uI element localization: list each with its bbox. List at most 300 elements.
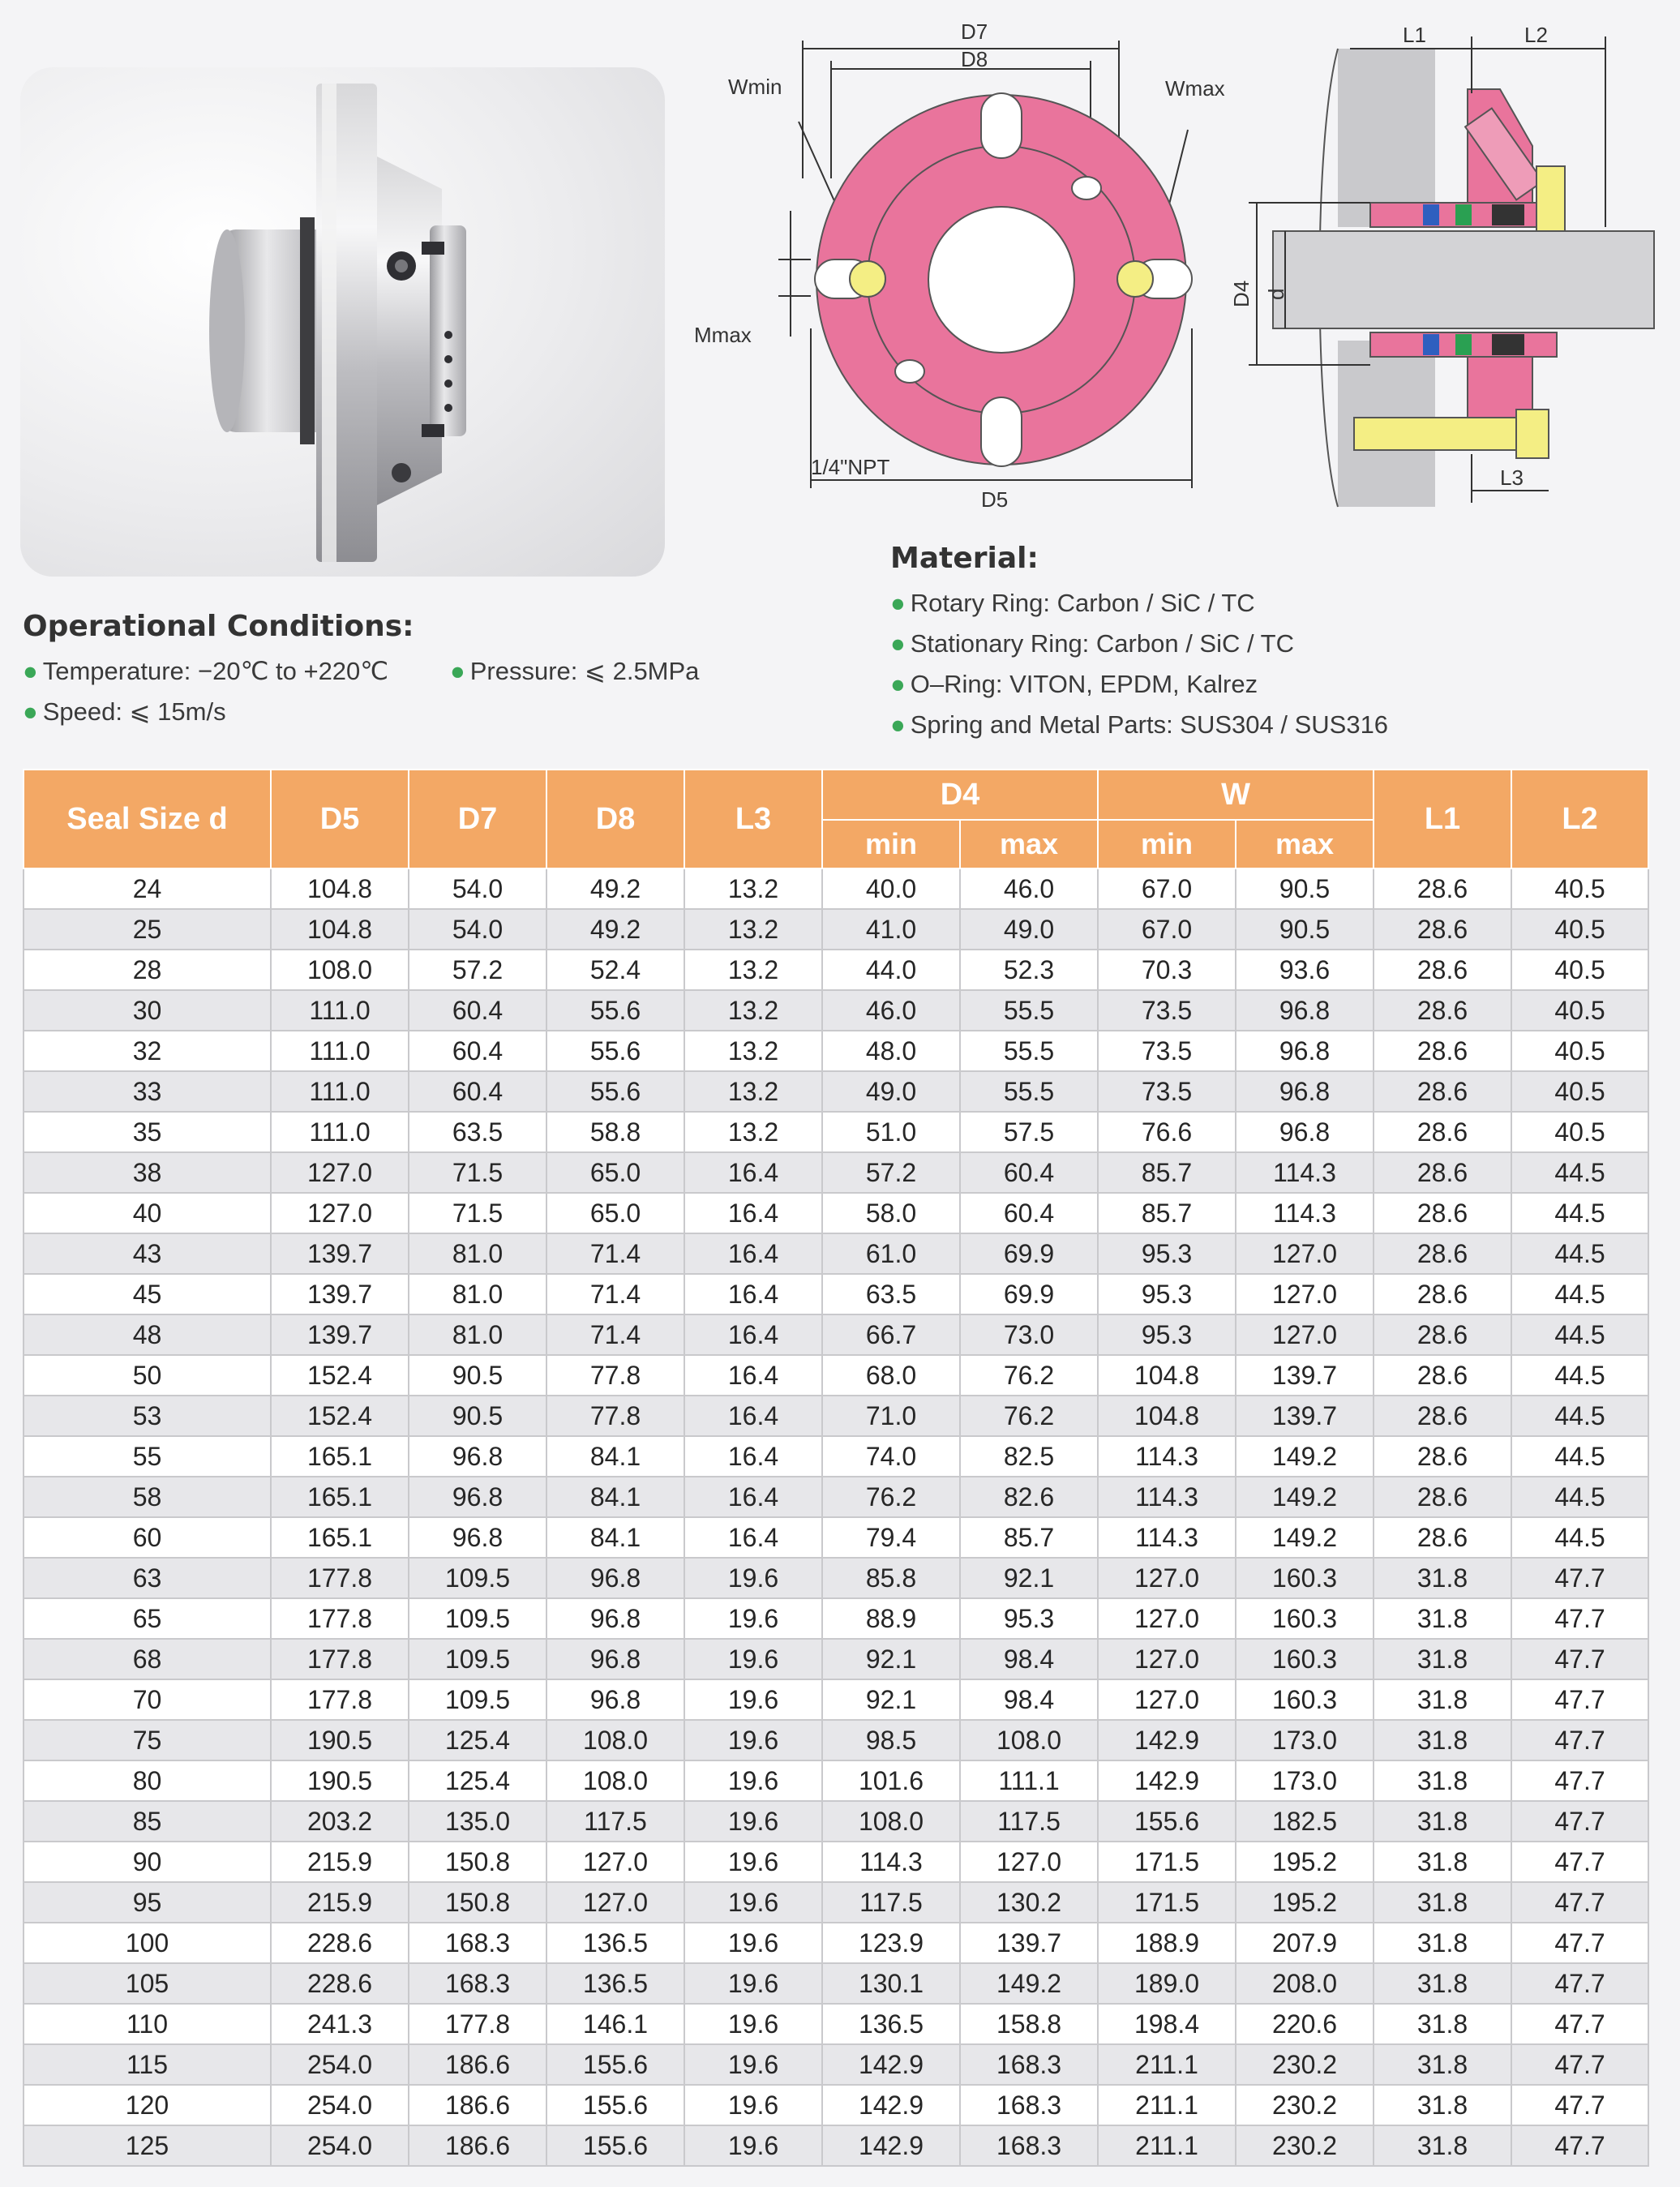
table-cell: 254.0: [271, 2085, 409, 2125]
table-cell: 28.6: [1374, 1314, 1511, 1355]
table-cell: 114.3: [822, 1842, 960, 1882]
label-d7: D7: [961, 19, 988, 44]
table-cell: 16.4: [684, 1517, 822, 1558]
table-cell: 111.1: [960, 1760, 1098, 1801]
table-cell: 65.0: [546, 1152, 684, 1193]
table-cell: 79.4: [822, 1517, 960, 1558]
table-cell: 92.1: [822, 1679, 960, 1720]
bullet-icon: ●: [23, 697, 38, 726]
table-cell: 47.7: [1511, 1801, 1648, 1842]
table-cell: 41.0: [822, 909, 960, 950]
table-cell: 19.6: [684, 1963, 822, 2004]
table-cell: 168.3: [409, 1923, 546, 1963]
table-cell: 28.6: [1374, 1517, 1511, 1558]
table-cell: 104.8: [271, 909, 409, 950]
table-cell: 16.4: [684, 1193, 822, 1233]
table-cell: 160.3: [1236, 1679, 1374, 1720]
table-cell: 60.4: [409, 1071, 546, 1112]
table-cell: 142.9: [822, 2125, 960, 2166]
table-cell: 96.8: [409, 1477, 546, 1517]
table-cell: 158.8: [960, 2004, 1098, 2044]
table-cell: 28.6: [1374, 868, 1511, 909]
table-row: [24, 1436, 1648, 1477]
table-row: [24, 1923, 1648, 1963]
label-d4: D4: [1229, 280, 1254, 307]
table-cell: 125: [24, 2125, 271, 2166]
table-cell: 28.6: [1374, 1355, 1511, 1396]
table-cell: 19.6: [684, 2125, 822, 2166]
table-row: [24, 1152, 1648, 1193]
table-cell: 96.8: [1236, 990, 1374, 1031]
table-cell: 110: [24, 2004, 271, 2044]
table-cell: 47.7: [1511, 1842, 1648, 1882]
front-view-drawing: [681, 16, 1225, 519]
table-cell: 32: [24, 1031, 271, 1071]
table-cell: 69.9: [960, 1233, 1098, 1274]
table-cell: 28.6: [1374, 909, 1511, 950]
table-cell: 149.2: [1236, 1477, 1374, 1517]
bullet-icon: ●: [890, 710, 906, 739]
table-cell: 111.0: [271, 1112, 409, 1152]
table-cell: 127.0: [271, 1193, 409, 1233]
table-cell: 104.8: [1098, 1355, 1236, 1396]
table-cell: 127.0: [546, 1882, 684, 1923]
table-cell: 28.6: [1374, 990, 1511, 1031]
table-cell: 19.6: [684, 1842, 822, 1882]
table-cell: 160.3: [1236, 1639, 1374, 1679]
table-cell: 49.0: [822, 1071, 960, 1112]
table-cell: 230.2: [1236, 2085, 1374, 2125]
table-cell: 198.4: [1098, 2004, 1236, 2044]
table-cell: 207.9: [1236, 1923, 1374, 1963]
table-cell: 125.4: [409, 1760, 546, 1801]
table-cell: 188.9: [1098, 1923, 1236, 1963]
table-cell: 81.0: [409, 1274, 546, 1314]
table-cell: 44.5: [1511, 1477, 1648, 1517]
table-cell: 71.5: [409, 1152, 546, 1193]
table-cell: 16.4: [684, 1233, 822, 1274]
temperature-item: ● Temperature: −20℃ to +220℃: [23, 657, 389, 685]
table-cell: 90.5: [1236, 868, 1374, 909]
table-cell: 28.6: [1374, 1152, 1511, 1193]
table-cell: 57.5: [960, 1112, 1098, 1152]
table-cell: 211.1: [1098, 2125, 1236, 2166]
table-cell: 90.5: [409, 1355, 546, 1396]
table-cell: 90: [24, 1842, 271, 1882]
table-cell: 84.1: [546, 1436, 684, 1477]
table-cell: 28.6: [1374, 1274, 1511, 1314]
table-cell: 31.8: [1374, 2085, 1511, 2125]
table-cell: 47.7: [1511, 1760, 1648, 1801]
table-cell: 31.8: [1374, 1882, 1511, 1923]
table-cell: 73.5: [1098, 1071, 1236, 1112]
table-cell: 117.5: [822, 1882, 960, 1923]
table-row: [24, 1598, 1648, 1639]
table-cell: 139.7: [271, 1314, 409, 1355]
table-cell: 47.7: [1511, 2125, 1648, 2166]
table-cell: 96.8: [1236, 1031, 1374, 1071]
table-cell: 65.0: [546, 1193, 684, 1233]
table-cell: 44.5: [1511, 1436, 1648, 1477]
table-cell: 136.5: [546, 1963, 684, 2004]
table-cell: 127.0: [1098, 1679, 1236, 1720]
table-cell: 73.5: [1098, 1031, 1236, 1071]
table-cell: 177.8: [271, 1558, 409, 1598]
header-seal-size: Seal Size d: [24, 770, 271, 868]
header-w: W: [1098, 770, 1374, 820]
table-cell: 30: [24, 990, 271, 1031]
table-cell: 190.5: [271, 1760, 409, 1801]
header-d4-max: max: [960, 820, 1098, 868]
table-cell: 71.4: [546, 1274, 684, 1314]
table-cell: 40.5: [1511, 1071, 1648, 1112]
table-cell: 63.5: [409, 1112, 546, 1152]
table-cell: 47.7: [1511, 2085, 1648, 2125]
table-row: [24, 1112, 1648, 1152]
table-cell: 67.0: [1098, 909, 1236, 950]
table-cell: 109.5: [409, 1679, 546, 1720]
header-w-max: max: [1236, 820, 1374, 868]
table-row: [24, 990, 1648, 1031]
table-cell: 16.4: [684, 1396, 822, 1436]
bullet-icon: ●: [890, 670, 906, 698]
table-cell: 19.6: [684, 2044, 822, 2085]
table-cell: 58: [24, 1477, 271, 1517]
table-cell: 28.6: [1374, 950, 1511, 990]
table-cell: 13.2: [684, 1112, 822, 1152]
table-cell: 48.0: [822, 1031, 960, 1071]
table-cell: 142.9: [1098, 1720, 1236, 1760]
table-cell: 195.2: [1236, 1842, 1374, 1882]
speed-item: ● Speed: ⩽ 15m/s: [23, 697, 226, 726]
table-cell: 127.0: [546, 1842, 684, 1882]
table-cell: 111.0: [271, 1071, 409, 1112]
table-cell: 96.8: [546, 1639, 684, 1679]
table-cell: 44.5: [1511, 1233, 1648, 1274]
table-cell: 19.6: [684, 1760, 822, 1801]
table-cell: 92.1: [822, 1639, 960, 1679]
table-cell: 55: [24, 1436, 271, 1477]
table-cell: 52.3: [960, 950, 1098, 990]
table-cell: 50: [24, 1355, 271, 1396]
table-cell: 173.0: [1236, 1720, 1374, 1760]
table-cell: 70.3: [1098, 950, 1236, 990]
table-cell: 71.5: [409, 1193, 546, 1233]
table-cell: 150.8: [409, 1842, 546, 1882]
header-l1: L1: [1374, 770, 1511, 868]
table-cell: 127.0: [1236, 1274, 1374, 1314]
table-cell: 111.0: [271, 1031, 409, 1071]
table-cell: 127.0: [960, 1842, 1098, 1882]
table-cell: 19.6: [684, 1558, 822, 1598]
table-cell: 136.5: [822, 2004, 960, 2044]
table-cell: 108.0: [822, 1801, 960, 1842]
header-d4: D4: [822, 770, 1098, 820]
table-cell: 13.2: [684, 909, 822, 950]
table-cell: 96.8: [1236, 1071, 1374, 1112]
table-cell: 43: [24, 1233, 271, 1274]
table-cell: 38: [24, 1152, 271, 1193]
table-cell: 16.4: [684, 1314, 822, 1355]
table-row: [24, 1233, 1648, 1274]
table-cell: 189.0: [1098, 1963, 1236, 2004]
table-cell: 165.1: [271, 1436, 409, 1477]
table-cell: 54.0: [409, 868, 546, 909]
label-d8: D8: [961, 47, 988, 71]
table-cell: 108.0: [960, 1720, 1098, 1760]
table-cell: 67.0: [1098, 868, 1236, 909]
table-cell: 54.0: [409, 909, 546, 950]
table-row: [24, 909, 1648, 950]
table-row: [24, 1355, 1648, 1396]
header-d7: D7: [409, 770, 546, 868]
table-row: [24, 1963, 1648, 2004]
header-d5: D5: [271, 770, 409, 868]
table-row: [24, 1517, 1648, 1558]
table-cell: 68.0: [822, 1355, 960, 1396]
table-cell: 152.4: [271, 1396, 409, 1436]
table-cell: 28.6: [1374, 1112, 1511, 1152]
table-cell: 31.8: [1374, 1760, 1511, 1801]
table-cell: 46.0: [960, 868, 1098, 909]
table-cell: 31.8: [1374, 1801, 1511, 1842]
table-row: [24, 1679, 1648, 1720]
table-cell: 69.9: [960, 1274, 1098, 1314]
table-cell: 108.0: [271, 950, 409, 990]
table-cell: 49.2: [546, 868, 684, 909]
table-cell: 40.5: [1511, 1112, 1648, 1152]
table-cell: 31.8: [1374, 1558, 1511, 1598]
table-cell: 13.2: [684, 990, 822, 1031]
table-cell: 168.3: [960, 2125, 1098, 2166]
table-cell: 96.8: [546, 1679, 684, 1720]
table-cell: 215.9: [271, 1842, 409, 1882]
header-d4-min: min: [822, 820, 960, 868]
table-cell: 19.6: [684, 1720, 822, 1760]
spec-table: [23, 769, 1648, 2167]
table-row: [24, 1558, 1648, 1598]
table-cell: 96.8: [1236, 1112, 1374, 1152]
table-cell: 149.2: [960, 1963, 1098, 2004]
table-cell: 114.3: [1236, 1152, 1374, 1193]
table-cell: 168.3: [409, 1963, 546, 2004]
label-d: d: [1264, 288, 1288, 300]
table-cell: 160.3: [1236, 1598, 1374, 1639]
table-cell: 28: [24, 950, 271, 990]
table-cell: 93.6: [1236, 950, 1374, 990]
table-cell: 92.1: [960, 1558, 1098, 1598]
label-l3: L3: [1500, 465, 1524, 490]
table-cell: 84.1: [546, 1477, 684, 1517]
table-cell: 142.9: [822, 2044, 960, 2085]
table-cell: 155.6: [1098, 1801, 1236, 1842]
material-item: ● O–Ring: VITON, EPDM, Kalrez: [890, 670, 1258, 698]
table-cell: 73.5: [1098, 990, 1236, 1031]
table-cell: 19.6: [684, 1923, 822, 1963]
bullet-icon: ●: [890, 589, 906, 617]
table-cell: 61.0: [822, 1233, 960, 1274]
table-cell: 19.6: [684, 2004, 822, 2044]
table-cell: 215.9: [271, 1882, 409, 1923]
table-cell: 71.4: [546, 1314, 684, 1355]
table-cell: 171.5: [1098, 1842, 1236, 1882]
table-cell: 13.2: [684, 1031, 822, 1071]
label-l1: L1: [1403, 23, 1426, 47]
material-item: ● Rotary Ring: Carbon / SiC / TC: [890, 589, 1255, 617]
table-row: [24, 1396, 1648, 1436]
table-cell: 136.5: [546, 1923, 684, 1963]
table-cell: 47.7: [1511, 1598, 1648, 1639]
table-cell: 109.5: [409, 1598, 546, 1639]
table-row: [24, 950, 1648, 990]
table-cell: 66.7: [822, 1314, 960, 1355]
table-cell: 139.7: [1236, 1396, 1374, 1436]
table-cell: 60.4: [960, 1193, 1098, 1233]
material-item: ● Spring and Metal Parts: SUS304 / SUS316: [890, 710, 1389, 739]
table-cell: 19.6: [684, 1882, 822, 1923]
table-cell: 63.5: [822, 1274, 960, 1314]
table-cell: 123.9: [822, 1923, 960, 1963]
table-cell: 127.0: [1236, 1233, 1374, 1274]
table-cell: 98.5: [822, 1720, 960, 1760]
table-row: [24, 1882, 1648, 1923]
table-cell: 47.7: [1511, 1882, 1648, 1923]
table-row: [24, 1314, 1648, 1355]
table-cell: 95.3: [960, 1598, 1098, 1639]
table-cell: 40.5: [1511, 909, 1648, 950]
table-cell: 46.0: [822, 990, 960, 1031]
table-cell: 55.6: [546, 990, 684, 1031]
table-cell: 149.2: [1236, 1436, 1374, 1477]
table-cell: 165.1: [271, 1517, 409, 1558]
table-cell: 130.1: [822, 1963, 960, 2004]
table-cell: 177.8: [271, 1598, 409, 1639]
table-cell: 139.7: [960, 1923, 1098, 1963]
table-cell: 55.5: [960, 990, 1098, 1031]
table-cell: 135.0: [409, 1801, 546, 1842]
table-row: [24, 1477, 1648, 1517]
table-cell: 60.4: [960, 1152, 1098, 1193]
table-cell: 16.4: [684, 1355, 822, 1396]
table-cell: 31.8: [1374, 1679, 1511, 1720]
table-cell: 254.0: [271, 2044, 409, 2085]
table-cell: 108.0: [546, 1760, 684, 1801]
table-row: [24, 1760, 1648, 1801]
header-l3: L3: [684, 770, 822, 868]
label-mmax: Mmax: [694, 323, 752, 347]
table-cell: 85.7: [960, 1517, 1098, 1558]
table-cell: 98.4: [960, 1679, 1098, 1720]
table-cell: 186.6: [409, 2085, 546, 2125]
table-cell: 73.0: [960, 1314, 1098, 1355]
table-cell: 31.8: [1374, 1842, 1511, 1882]
table-cell: 220.6: [1236, 2004, 1374, 2044]
table-cell: 76.2: [960, 1396, 1098, 1436]
table-cell: 28.6: [1374, 1071, 1511, 1112]
table-cell: 182.5: [1236, 1801, 1374, 1842]
table-cell: 58.0: [822, 1193, 960, 1233]
table-cell: 44.5: [1511, 1517, 1648, 1558]
table-cell: 47.7: [1511, 1963, 1648, 2004]
spec-table-body: [24, 868, 1648, 2166]
table-cell: 108.0: [546, 1720, 684, 1760]
table-cell: 104.8: [271, 868, 409, 909]
table-cell: 139.7: [1236, 1355, 1374, 1396]
bullet-icon: ●: [890, 629, 906, 658]
table-cell: 139.7: [271, 1274, 409, 1314]
table-cell: 150.8: [409, 1882, 546, 1923]
table-cell: 104.8: [1098, 1396, 1236, 1436]
table-cell: 208.0: [1236, 1963, 1374, 2004]
table-cell: 114.3: [1236, 1193, 1374, 1233]
table-cell: 100: [24, 1923, 271, 1963]
table-cell: 109.5: [409, 1558, 546, 1598]
table-cell: 177.8: [271, 1679, 409, 1720]
table-cell: 98.4: [960, 1639, 1098, 1679]
table-row: [24, 2125, 1648, 2166]
table-cell: 49.0: [960, 909, 1098, 950]
table-cell: 28.6: [1374, 1436, 1511, 1477]
label-npt: 1/4"NPT: [811, 455, 890, 479]
table-cell: 241.3: [271, 2004, 409, 2044]
table-cell: 47.7: [1511, 2004, 1648, 2044]
table-cell: 24: [24, 868, 271, 909]
material-title: Material:: [890, 542, 1039, 575]
table-cell: 33: [24, 1071, 271, 1112]
table-cell: 31.8: [1374, 2004, 1511, 2044]
table-cell: 45: [24, 1274, 271, 1314]
table-cell: 13.2: [684, 950, 822, 990]
table-cell: 74.0: [822, 1436, 960, 1477]
table-cell: 95.3: [1098, 1233, 1236, 1274]
table-cell: 96.8: [409, 1436, 546, 1477]
table-cell: 60.4: [409, 1031, 546, 1071]
table-cell: 16.4: [684, 1274, 822, 1314]
table-cell: 48: [24, 1314, 271, 1355]
table-cell: 127.0: [1098, 1639, 1236, 1679]
table-cell: 52.4: [546, 950, 684, 990]
table-cell: 155.6: [546, 2085, 684, 2125]
table-cell: 28.6: [1374, 1396, 1511, 1436]
table-cell: 31.8: [1374, 1923, 1511, 1963]
table-cell: 127.0: [1098, 1598, 1236, 1639]
table-cell: 16.4: [684, 1152, 822, 1193]
table-cell: 76.6: [1098, 1112, 1236, 1152]
header-w-min: min: [1098, 820, 1236, 868]
table-cell: 68: [24, 1639, 271, 1679]
table-row: [24, 1031, 1648, 1071]
table-cell: 40.0: [822, 868, 960, 909]
table-cell: 165.1: [271, 1477, 409, 1517]
table-cell: 40.5: [1511, 950, 1648, 990]
table-cell: 60: [24, 1517, 271, 1558]
table-cell: 28.6: [1374, 1193, 1511, 1233]
table-cell: 254.0: [271, 2125, 409, 2166]
table-cell: 35: [24, 1112, 271, 1152]
table-cell: 44.5: [1511, 1152, 1648, 1193]
table-cell: 77.8: [546, 1396, 684, 1436]
table-cell: 13.2: [684, 1071, 822, 1112]
table-cell: 44.5: [1511, 1193, 1648, 1233]
table-cell: 16.4: [684, 1477, 822, 1517]
table-cell: 211.1: [1098, 2085, 1236, 2125]
table-cell: 47.7: [1511, 1923, 1648, 1963]
table-cell: 155.6: [546, 2044, 684, 2085]
table-cell: 31.8: [1374, 1639, 1511, 1679]
table-cell: 82.6: [960, 1477, 1098, 1517]
table-cell: 49.2: [546, 909, 684, 950]
table-cell: 90.5: [409, 1396, 546, 1436]
